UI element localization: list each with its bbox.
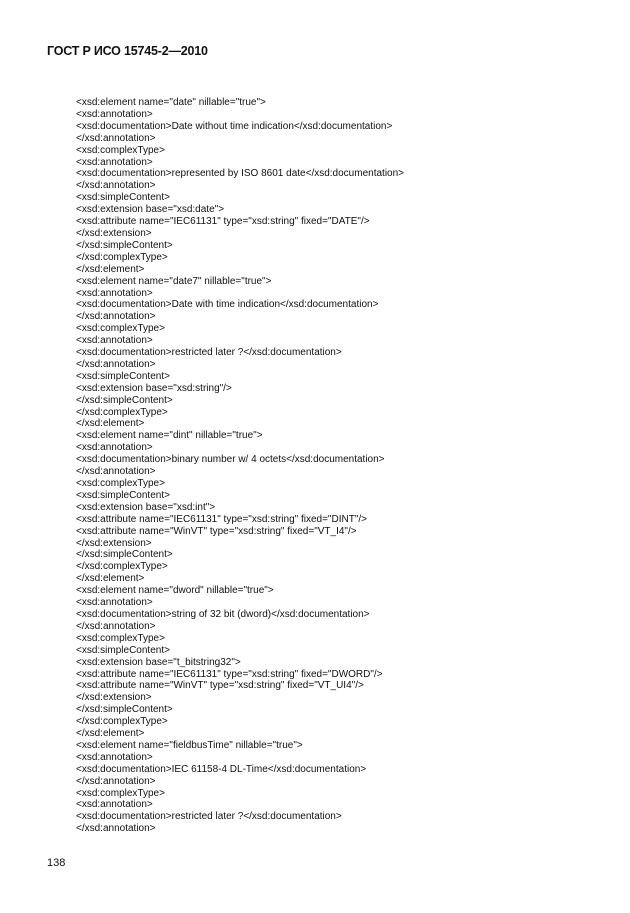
code-line: </xsd:annotation> (76, 775, 156, 787)
code-line: <xsd:annotation> (76, 751, 153, 763)
code-line: <xsd:attribute name="WinVT" type="xsd:string" fixed="VT_I4"/> (76, 525, 357, 537)
code-line: <xsd:element name="date" nillable="true"> (76, 97, 266, 108)
code-line: <xsd:annotation> (76, 442, 153, 454)
code-line: <xsd:annotation> (76, 799, 153, 811)
code-line: </xsd:element> (76, 263, 145, 275)
code-line: </xsd:annotation> (76, 311, 156, 323)
code-line: </xsd:complexType> (76, 406, 168, 418)
code-line: <xsd:annotation> (76, 597, 153, 609)
code-line: <xsd:simpleContent> (76, 644, 170, 656)
code-line: <xsd:extension base="t_bitstring32"> (76, 656, 241, 668)
code-line: </xsd:complexType> (76, 251, 168, 263)
code-line: </xsd:extension> (76, 692, 152, 704)
code-line: <xsd:documentation>string of 32 bit (dword)</xsd:documentation> (76, 608, 370, 620)
code-line: <xsd:documentation>restricted later ?</xsd:documentation> (76, 347, 342, 359)
code-line: </xsd:complexType> (76, 716, 168, 728)
code-line: <xsd:attribute name="IEC61131" type="xsd:string" fixed="DWORD"/> (76, 668, 383, 680)
code-line: <xsd:element name="date7" nillable="true"> (76, 275, 272, 287)
code-line: <xsd:annotation> (76, 335, 153, 347)
code-line: <xsd:complexType> (76, 478, 165, 489)
code-line: <xsd:extension base="xsd:string"/> (76, 382, 232, 394)
code-line: <xsd:simpleContent> (76, 370, 170, 382)
code-line: <xsd:element name="dint" nillable="true"> (76, 430, 263, 442)
page-number: 138 (47, 857, 66, 869)
code-line: </xsd:simpleContent> (76, 549, 173, 561)
code-line: <xsd:annotation> (76, 156, 153, 168)
code-line: </xsd:annotation> (76, 620, 156, 632)
code-line: </xsd:annotation> (76, 466, 156, 478)
code-line: </xsd:annotation> (76, 823, 156, 835)
code-line: <xsd:complexType> (76, 144, 165, 156)
code-line: </xsd:extension> (76, 227, 152, 239)
code-line: <xsd:extension base="xsd:int"> (76, 501, 216, 513)
code-line: <xsd:simpleContent> (76, 192, 170, 204)
xml-schema-listing (76, 97, 404, 835)
code-line: </xsd:simpleContent> (76, 394, 173, 406)
code-line: </xsd:complexType> (76, 561, 168, 573)
code-line: <xsd:element name="dword" nillable="true"> (76, 585, 274, 597)
code-line: <xsd:documentation>Date without time indication</xsd:documentation> (76, 120, 393, 132)
code-line: <xsd:documentation>restricted later ?</xsd:documentation> (76, 811, 342, 823)
code-line: </xsd:element> (76, 573, 145, 585)
code-line: <xsd:simpleContent> (76, 489, 170, 501)
code-line: </xsd:extension> (76, 537, 152, 549)
code-line: <xsd:attribute name="IEC61131" type="xsd:string" fixed="DATE"/> (76, 216, 370, 228)
code-line: <xsd:complexType> (76, 323, 165, 335)
code-line: </xsd:simpleContent> (76, 704, 173, 716)
code-line: <xsd:extension base="xsd:date"> (76, 204, 225, 216)
code-line: <xsd:attribute name="WinVT" type="xsd:string" fixed="VT_UI4"/> (76, 680, 364, 692)
code-line: </xsd:element> (76, 728, 145, 740)
code-line: <xsd:documentation>binary number w/ 4 octets</xsd:documentation> (76, 454, 385, 466)
document-header: ГОСТ Р ИСО 15745-2—2010 (47, 44, 208, 58)
code-line: <xsd:complexType> (76, 632, 165, 644)
code-line: <xsd:documentation>Date with time indication</xsd:documentation> (76, 299, 379, 311)
code-line: <xsd:annotation> (76, 287, 153, 299)
code-line: <xsd:attribute name="IEC61131" type="xsd:string" fixed="DINT"/> (76, 513, 367, 525)
code-line: <xsd:complexType> (76, 787, 165, 799)
code-line: </xsd:element> (76, 418, 145, 430)
code-line: <xsd:element name="fieldbusTime" nillable="true"> (76, 739, 303, 751)
code-line: <xsd:documentation>represented by ISO 8601 date</xsd:documentation> (76, 168, 404, 180)
code-line: </xsd:annotation> (76, 358, 156, 370)
code-line: </xsd:annotation> (76, 180, 156, 192)
code-line: </xsd:annotation> (76, 132, 156, 144)
code-line: <xsd:annotation> (76, 108, 153, 120)
code-line: <xsd:documentation>IEC 61158-4 DL-Time</xsd:documentation> (76, 763, 367, 775)
code-line: </xsd:simpleContent> (76, 239, 173, 251)
